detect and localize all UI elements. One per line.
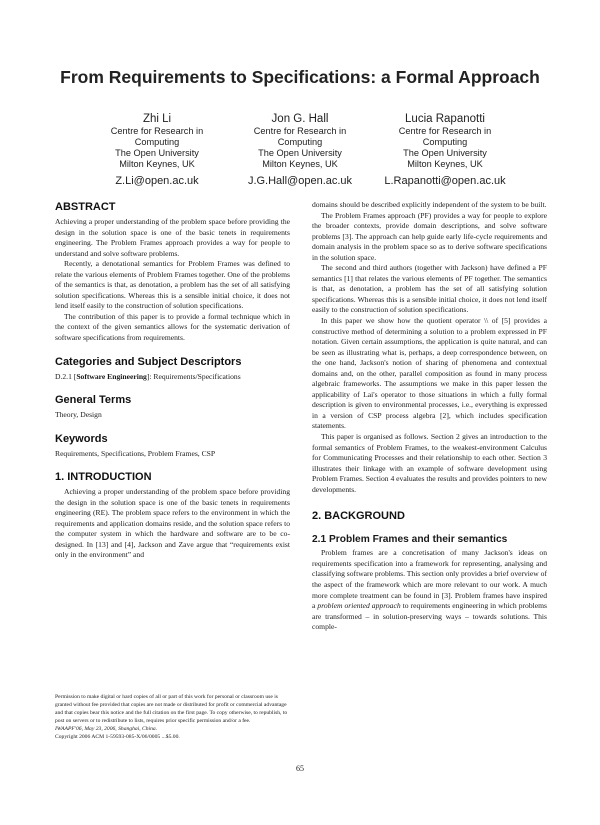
author-affiliation: Centre for Research in bbox=[398, 126, 492, 136]
author-affiliation: Milton Keynes, UK bbox=[119, 159, 195, 169]
general-terms-heading: General Terms bbox=[55, 394, 132, 407]
body-paragraph: The second and third authors (together with Jackson) have defined a PF semantics [1] that relates the various elements of PF together. The semantics is that, as denotation, a problem has the set of all satisfying solution specifications. Whereas this is a sensible initial choice, it does not lend itself easily to the construction of solution specifications. bbox=[312, 263, 547, 315]
copyright-line: Copyright 2006 ACM 1-59593-085-X/06/0005 ...$5.00. bbox=[55, 734, 180, 741]
author-affiliation: The Open University bbox=[115, 148, 199, 158]
keywords-heading: Keywords bbox=[55, 432, 108, 445]
introduction-heading: 1. INTRODUCTION bbox=[55, 471, 152, 484]
venue-line: IWAAPF'06, May 23, 2006, Shanghai, China. bbox=[55, 726, 158, 733]
body-paragraph: This paper is organised as follows. Section 2 gives an introduction to the formal semantics of Problem Frames, to the weakest-environment Calculus for Communicating Processes and their relationship to each other. Section 3 illustrates their linkage with an example of software development using Problem Frames. Section 4 evaluates the results and provides pointers to new developments. bbox=[312, 432, 547, 494]
body-paragraph: The Problem Frames approach (PF) provides a way for people to explore the broader contexts, provide domain descriptions, and solve software problems [3]. The approach can help guide early life-cycle requirements and domain analysis in the problem space so as to derive software specifications in the solution space. bbox=[312, 210, 547, 262]
author-affiliation: Centre for Research in bbox=[110, 126, 204, 136]
right-column bbox=[312, 200, 547, 633]
author-block bbox=[230, 112, 370, 188]
author-name: Jon G. Hall bbox=[271, 113, 329, 125]
keywords-text: Requirements, Specifications, Problem Frames, CSP bbox=[55, 448, 216, 458]
page-number: 65 bbox=[296, 764, 304, 773]
left-column bbox=[55, 200, 290, 561]
abstract-paragraph: Recently, a denotational semantics for Problem Frames was defined to relate the various elements of Problem Frames together. One of the problems of the semantics is that, as denotation, a problem has the set of all satisfying solution specifications. Whereas this is a sensible initial choice, it does not lend itself easily to the construction of solution specifications. bbox=[55, 259, 290, 311]
author-name: Lucia Rapanotti bbox=[405, 113, 485, 125]
author-block bbox=[375, 112, 515, 188]
categories-text: D.2.1 [Software Engineering]: Requirements/Specifications bbox=[55, 371, 241, 381]
author-affiliation: Milton Keynes, UK bbox=[262, 159, 338, 169]
author-affiliation: Computing bbox=[277, 137, 323, 147]
background-heading: 2. BACKGROUND bbox=[312, 510, 405, 523]
author-email[interactable]: Z.Li@open.ac.uk bbox=[115, 175, 199, 187]
author-affiliation: Computing bbox=[422, 137, 468, 147]
body-paragraph: In this paper we show how the quotient operator \\ of [5] provides a constructive method of determining a solution to a problem expressed in PF notation. Given certain assumptions, the application is quite natural, and can be seen as illustrating what is, perhaps, a deep correspondence between, on the one hand, Jackson's notion of sharing of phenomena and contextual domains and, on the other, parallel composition as found in many process algebraic frameworks. The assumptions we make in this paper lessen the applicability of Lai's operator to those situations in which a fully formal description is given to environmental processes, i.e., everything is expressed in a version of CSP process algebra [2], which includes specification statements. bbox=[312, 316, 547, 431]
author-affiliation: Centre for Research in bbox=[253, 126, 347, 136]
author-affiliation: The Open University bbox=[258, 148, 342, 158]
body-paragraph: domains should be described explicitly independent of the system to be built. bbox=[312, 200, 547, 209]
author-block bbox=[87, 112, 227, 188]
categories-heading: Categories and Subject Descriptors bbox=[55, 355, 242, 368]
author-affiliation: The Open University bbox=[403, 148, 487, 158]
permission-notice: Permission to make digital or hard copies of all or part of this work for personal or classroom use is granted without fee provided that copies are not made or distributed for profit or commercial advantage and that copies bear this notice and the full citation on the first page. To copy otherwise, to republish, to post on servers or to redistribute to lists, requires prior specific permission and/or a fee. bbox=[55, 694, 288, 725]
subsection-heading: 2.1 Problem Frames and their semantics bbox=[312, 534, 508, 546]
body-paragraph: Problem frames are a concretisation of many Jackson's ideas on requirements specification into a framework for representing, analysing and classifying software problems. This section only provides a brief overview of the aspect of the framework which are more relevant to our work. A much more complete treatment can be found in [3]. Problem frames have inspired a problem oriented approach to requirements engineering in which problems are transformed – in solution-preserving ways – towards solutions. This comple- bbox=[312, 548, 547, 632]
paper-title: From Requirements to Specifications: a Formal Approach bbox=[60, 67, 540, 87]
abstract-heading: ABSTRACT bbox=[55, 201, 116, 213]
general-terms-text: Theory, Design bbox=[55, 410, 102, 420]
abstract-paragraph: The contribution of this paper is to provide a formal technique which in the context of the given semantics allows for the systematic derivation of software specifications from requirements. bbox=[55, 311, 290, 343]
copyright-footnote bbox=[55, 693, 290, 742]
author-email[interactable]: L.Rapanotti@open.ac.uk bbox=[384, 175, 506, 187]
introduction-paragraph: Achieving a proper understanding of the problem space before providing the design in the solution space is one of the basic tenets in requirements engineering (RE). The problem space refers to the environment in which the requirements and application domains reside, and the solution space refers to the computer system in which the hardware and software are to be co-designed. In [13] and [4], Jackson and Zave argue that “requirements exist only in the environment” and bbox=[55, 487, 290, 560]
author-email[interactable]: J.G.Hall@open.ac.uk bbox=[247, 175, 353, 187]
abstract-paragraph: Achieving a proper understanding of the problem space before providing the design in the solution space is one of the basic tenets in requirements engineering. The Problem Frames approach provides a way for people to understand and solve software problems. bbox=[55, 217, 290, 258]
author-affiliation: Computing bbox=[134, 137, 180, 147]
author-affiliation: Milton Keynes, UK bbox=[407, 159, 483, 169]
author-name: Zhi Li bbox=[142, 113, 172, 125]
